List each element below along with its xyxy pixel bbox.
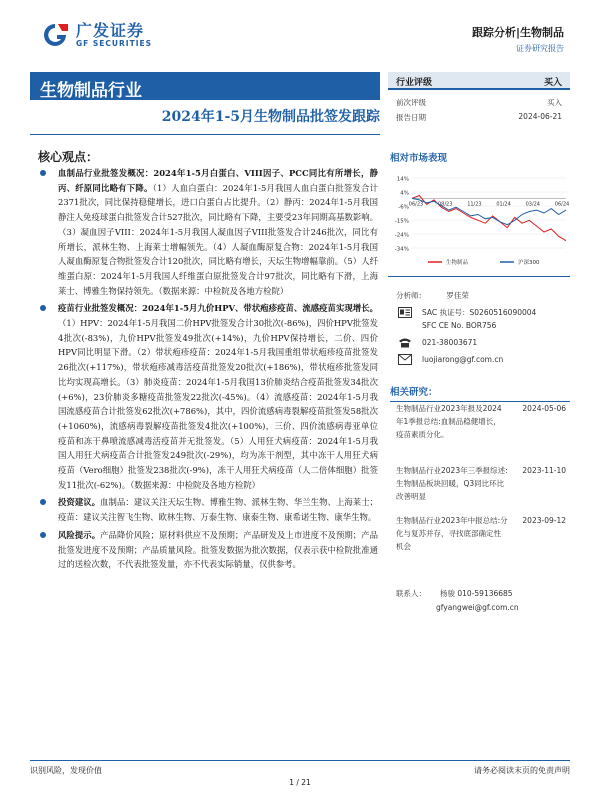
paragraph-text: （1）人血白蛋白：2024年1-5月我国人血白蛋白批签发合计2371批次，同比保持稳健增长，进口白蛋白占比提升。（2）静丙：2024年1-5月我国静注人免疫球蛋白批签发合计527批次，同比略有下降，主要受23年同期高基数影响。（3）凝血因子VIII：2024年1-5月我国人凝血因子VIII批签发合计246批次，同比有所增长，派林生物、上海莱士增幅领先。（4）人凝血酶原复合物：2024年1-5月我国人凝血酶原复合物批签发合计120批次，同比略有增长，天坛生物增幅靠前。（5）人纤维蛋白原：2024年1-5月我国人纤维蛋白原批签发合计97批次，同比略有下滑，上海莱士、博雅生物保持领先。（数据来源：中检院及各地方检院） — [58, 182, 379, 296]
bullet-icon — [40, 305, 46, 311]
analyst-sac-row — [396, 306, 536, 318]
prev-rating-value: 买入 — [547, 98, 562, 107]
related-heading: 相关研究： — [390, 384, 570, 402]
market-chart-svg — [388, 172, 570, 272]
related-item-title[interactable]: 生物制品行业2023年报及2024年1季报总结:血制品稳健增长，疫苗素质分化。 — [396, 404, 502, 439]
chart-y-tick-label: -34% — [394, 246, 409, 253]
paragraph-text: 血制品：建议关注天坛生物、博雅生物、派林生物、华兰生物、上海莱士；疫苗：建议关注智飞生物、欧林生物、万泰生物、康泰生物、康希诺生物、康华生物。 — [58, 497, 379, 523]
core-paragraph — [38, 166, 378, 298]
rating-label: 行业评级 — [396, 78, 433, 88]
chart-x-tick-label: 03/24 — [525, 201, 541, 208]
report-date-value: 2024-06-21 — [518, 112, 562, 121]
chart-legend-label: 沪深300 — [518, 260, 540, 266]
contact-label: 联系人： — [396, 589, 426, 598]
analyst-title-label: 分析师： — [396, 291, 426, 300]
id-card-icon — [396, 306, 414, 318]
contact-email-row[interactable] — [396, 603, 519, 612]
logo-en-text: GF SECURITIES — [76, 39, 153, 48]
related-item[interactable] — [396, 514, 566, 553]
chart-legend-label: 生物制品 — [446, 260, 469, 266]
page-header — [0, 0, 600, 62]
analyst-name-row — [396, 290, 566, 301]
footer-disclaimer: 请务必阅读末页的免责声明 — [474, 766, 570, 775]
core-heading: 核心观点： — [38, 150, 99, 164]
core-body — [38, 166, 378, 575]
paragraph-text: （1）HPV：2024年1-5月我国二价HPV批签发合计30批次(-86%)，四价HPV批签发4批次(-83%)，九价HPV批签发49批次(+14%)，九价HPV保持增长，二价、四价HPV同比明显下滑。（2）带状疱疹疫苗：2024年1-5月我国重组带状疱疹疫苗批签发26批次(+117%)，带状疱疹减毒活疫苗批签发20批次(+186%)，带状疱疹批签发同比均实现高增长。（3）肺炎疫苗：2024年1-5月我国13价肺炎结合疫苗批签发34批次(+6%)，23价肺炎多糖疫苗批签发22批次(-45%)。（4）流感疫苗：2024年1-5月我国流感疫苗合计批签发62批次(+786%)，其中，四价流感病毒裂解疫苗批签发58批次(+1060%)，流感病毒裂解疫苗批签发4批次(+100%)，三价、四价流感病毒亚单位疫苗和冻干鼻喷流感减毒活疫苗并无批签发。（5）人用狂犬病疫苗：2024年1-5月我国人用狂犬病疫苗合计批签发249批次(-29%)，均为冻干剂型，其中冻干人用狂犬病疫苗（Vero细胞）批签发238批次(-9%)，冻干人用狂犬病疫苗（人二倍体细胞）批签发11批次(-62%)。（数据来源：中检院及各地方检院） — [58, 318, 378, 490]
contact-name-phone: 杨骏 010-59136685 — [440, 589, 513, 598]
rating-bar — [388, 72, 570, 90]
report-subtype: 证券研究报告 — [516, 44, 564, 53]
analyst-sfc: SFC CE No. BOR756 — [422, 321, 497, 330]
email-icon — [396, 353, 414, 365]
chart-y-tick-label: 14% — [396, 176, 409, 183]
analyst-phone: 021-38003671 — [422, 337, 478, 347]
prev-rating-label: 前次评级 — [396, 98, 426, 107]
related-item[interactable] — [396, 402, 566, 441]
logo-cn-text: 广发证券 — [76, 21, 145, 40]
core-paragraph — [38, 301, 378, 492]
bullet-icon — [40, 170, 46, 176]
rating-value: 买入 — [543, 78, 562, 88]
related-item-date: 2023-11-10 — [522, 466, 566, 475]
footer-divider — [30, 760, 570, 761]
paragraph-lead: 风险提示。 — [58, 529, 101, 540]
analyst-sac: SAC 执证号：S0260516090004 — [422, 307, 537, 317]
paragraph-text: 产品降价风险；原材料供应不及预期；产品研发及上市进度不及预期；产品批签发进度不及预期；产品质量风险。批签发数据为批次数据，仅表示获中检院批准通过的送检次数，不代表批签发量，亦不代表实际销量，仅供参考。 — [58, 529, 379, 570]
related-item-title[interactable]: 生物制品行业2023年中报总结:分化与复苏并存，寻找底部确定性机会 — [396, 516, 508, 551]
related-item-date: 2023-09-12 — [522, 516, 566, 525]
page-number: 1 / 21 — [289, 778, 311, 787]
paragraph-lead: 投资建议。 — [58, 497, 101, 508]
gf-logo-icon — [40, 22, 70, 48]
report-date-row — [396, 112, 562, 123]
core-paragraph — [38, 495, 378, 524]
chart-x-tick-label: 06/23 — [408, 201, 424, 208]
related-item-date: 2024-05-06 — [522, 404, 566, 413]
report-type: 跟踪分析|生物制品 — [471, 26, 564, 39]
analyst-email[interactable]: luojiarong@gf.com.cn — [422, 354, 504, 364]
chart-y-tick-label: -6% — [398, 204, 409, 211]
chart-x-tick-label: 08/23 — [437, 201, 453, 208]
industry-title-bar — [30, 72, 380, 100]
company-logo — [40, 22, 152, 48]
paragraph-lead: 血制品行业批签发概况：2024年1-5月白蛋白、VIII因子、PCC同比有所增长，静丙、纤原同比略有下降。 — [58, 168, 378, 193]
prev-rating-row — [396, 97, 562, 108]
analyst-phone-row — [396, 336, 477, 348]
core-paragraph — [38, 528, 378, 572]
analyst-sfc-row — [396, 321, 496, 330]
industry-title: 生物制品行业 — [40, 81, 142, 101]
chart-y-tick-label: -24% — [394, 232, 409, 239]
chart-x-tick-label: 11/23 — [467, 201, 482, 208]
analyst-name: 罗佳荣 — [446, 291, 469, 300]
chart-divider — [388, 276, 570, 277]
phone-icon — [396, 336, 414, 348]
chart-y-tick-label: -15% — [394, 218, 409, 225]
chart-x-tick-label: 01/24 — [496, 201, 511, 208]
report-subtitle: 2024年1-5月生物制品批签发跟踪 — [161, 109, 380, 125]
paragraph-lead: 疫苗行业批签发概况：2024年1-5月九价HPV、带状疱疹疫苗、流感疫苗实现增长。 — [58, 303, 378, 314]
market-chart — [388, 172, 570, 272]
contact-row — [396, 588, 513, 599]
bullet-icon — [40, 532, 46, 538]
chart-series-line — [412, 198, 566, 224]
chart-y-tick-label: 4% — [400, 190, 409, 197]
footer-slogan: 识别风险，发现价值 — [30, 766, 102, 775]
title-divider — [30, 134, 380, 135]
report-date-label: 报告日期 — [396, 113, 426, 122]
bullet-icon — [40, 499, 46, 505]
chart-x-tick-label: 06/24 — [554, 201, 570, 208]
related-item[interactable] — [396, 464, 566, 503]
related-item-title[interactable]: 生物制品行业2023年三季报综述:生物制品板块回暖，Q3同比环比改善明显 — [396, 466, 508, 501]
contact-email[interactable]: gfyangwei@gf.com.cn — [436, 603, 519, 612]
analyst-email-row[interactable] — [396, 353, 503, 365]
market-heading: 相对市场表现 — [390, 153, 448, 164]
